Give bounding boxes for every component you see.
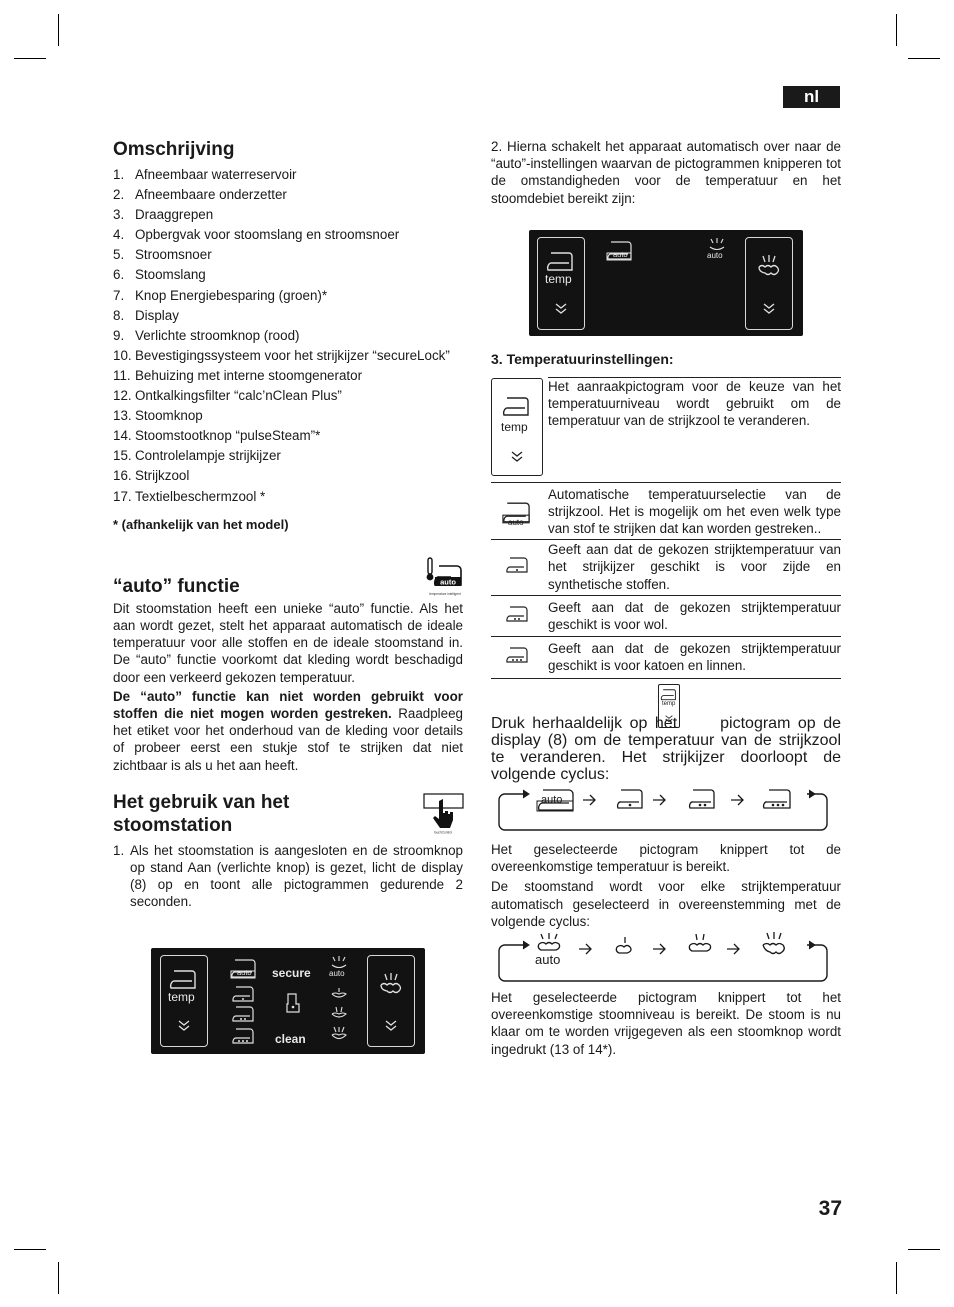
left-column (113, 138, 463, 911)
description-item-text: Textielbeschermzool * (135, 488, 266, 504)
auto-icon-subtext: temperature intelligent (429, 591, 461, 596)
temp-button-icon (491, 378, 543, 476)
auto-icon-label: auto (508, 517, 524, 527)
description-item-number: 10. (113, 347, 132, 363)
panel-clean-label: clean (275, 1032, 306, 1046)
step-number: 1. (113, 842, 125, 858)
description-item-text: Behuizing met interne stoomgenerator (135, 367, 363, 383)
description-item (113, 185, 463, 205)
steam-1-icon (329, 986, 349, 1002)
description-item-text: Stroomsnoer (135, 247, 212, 263)
description-item (113, 466, 463, 486)
panel-temp-label: temp (168, 990, 195, 1004)
touch-control-icon-subtext: touchControl (433, 830, 453, 835)
iron-icon (501, 395, 533, 419)
auto-paragraph-2-rest: Raadpleeg het etiket voor het onderhoud van de kleding voor details of probeer eerst een stukje stof te strijken dat niet zichtbaar is als u het aan heeft. (113, 706, 463, 773)
iron-1dot-icon (504, 556, 530, 574)
temp-row-icon-cell (491, 482, 548, 540)
auto-paragraph-2 (113, 688, 463, 774)
steam-icon (756, 254, 782, 280)
temperature-cycle-diagram (497, 786, 835, 836)
iron-2dot-icon (504, 605, 530, 623)
description-item (113, 265, 463, 285)
crop-mark (14, 1249, 46, 1250)
temp-row-icon-cell (491, 637, 548, 678)
inline-temp-label: temp (662, 700, 676, 707)
press-text-pre: Druk herhaaldelijk op het (491, 714, 685, 732)
description-item (113, 225, 463, 245)
description-item (113, 426, 463, 446)
blink-paragraph-1: Het geselecteerde pictogram knippert tot de overeenkomstige temperatuur is bereikt. (491, 842, 841, 875)
description-item-number: 11. (113, 367, 131, 383)
panel-auto-label: auto (613, 250, 628, 259)
description-item (113, 386, 463, 406)
temp-row-icon-cell (491, 595, 548, 636)
step-2-text: 2. Hierna schakelt het apparaat automatisch over naar de “auto”-instellingen waarvan de pictogrammen knipperen tot de omstandigheden voor de temperatuur en het stoomdebiet bereikt zijn: (491, 139, 841, 206)
blink-paragraph-2-wrap (491, 989, 841, 1058)
description-item-text: Bevestigingssysteem voor het strijkijzer “secureLock” (135, 347, 450, 363)
press-paragraph (491, 683, 841, 784)
description-item-text: Knop Energiebesparing (groen)* (135, 287, 328, 303)
display-panel-auto (529, 230, 803, 336)
description-item-number: 17. (113, 488, 132, 504)
section-title-gebruik-line2: stoomstation (113, 814, 233, 836)
panel-secure-label: secure (272, 966, 311, 980)
crop-mark (896, 14, 897, 46)
panel-auto-label: auto (237, 968, 252, 977)
iron-2dot-icon (230, 1005, 256, 1023)
steam-button-frame (367, 955, 415, 1047)
auto-paragraph-1: Dit stoomstation heeft een unieke “auto” functie. Als het aan wordt gezet, stelt het apparaat automatisch de ideale temperatuur voor alle stoffen en de ideale stoomstand in. De “auto” functie voorkomt dat kleding wordt beschadigd door een verkeerd gekozen temperatuur. (113, 600, 463, 685)
description-item-text: Strijkzool (135, 468, 190, 484)
description-item (113, 446, 463, 466)
section-title-gebruik-line1: Het gebruik van het (113, 791, 290, 813)
section-title-auto: “auto” functie (113, 575, 240, 597)
description-item (113, 306, 463, 326)
iron-icon (546, 250, 576, 274)
steam-2-icon (329, 1006, 349, 1022)
steam-icon (378, 972, 404, 998)
description-item (113, 346, 463, 366)
chevron-down-icon (178, 1020, 190, 1032)
iron-icon (169, 968, 199, 992)
crop-mark (58, 14, 59, 46)
temp-row (491, 482, 841, 540)
model-note: * (afhankelijk van het model) (113, 516, 289, 532)
temperature-section-title: 3. Temperatuurinstellingen: (491, 351, 674, 367)
description-item-text: Stoomknop (135, 408, 203, 424)
chevron-down-icon (511, 451, 523, 463)
description-item (113, 286, 463, 306)
lock-icon (285, 992, 301, 1014)
description-item-text: Stoomslang (135, 267, 206, 283)
description-item-number: 5. (113, 247, 125, 263)
right-lower-text (491, 841, 841, 930)
description-item-number: 6. (113, 267, 125, 283)
temp-row-icon-cell (491, 378, 548, 483)
description-item-number: 4. (113, 227, 125, 243)
page-number: 37 (818, 1197, 842, 1220)
auto-heading-row (113, 555, 463, 597)
temp-row (491, 378, 841, 483)
iron-1dot-icon (230, 985, 256, 1003)
crop-mark (908, 58, 940, 59)
press-text-post: pictogram op de display (8) om de temperatuur van de strijkzool te veranderen. Het strijkijzer doorloopt de volgende cyclus: (491, 714, 841, 784)
section-title-omschrijving: Omschrijving (113, 139, 235, 160)
press-text (491, 715, 841, 784)
description-item (113, 205, 463, 225)
crop-mark (896, 1262, 897, 1294)
temp-row (491, 540, 841, 596)
gebruik-heading-row (113, 791, 463, 839)
description-item (113, 406, 463, 426)
iron-3dot-icon (504, 646, 530, 664)
description-item-number: 14. (113, 428, 132, 444)
description-item-number: 9. (113, 327, 125, 343)
temperature-table (491, 377, 841, 679)
temp-row-text: Automatische temperatuurselectie van de strijkzool. Het is mogelijk om het even welk type van stof te strijken dat kan worden gestreken.. (548, 482, 841, 540)
auto-icon-text: auto (440, 577, 456, 587)
section-title-gebruik (113, 791, 289, 837)
description-item-number: 2. (113, 187, 125, 203)
description-item-number: 7. (113, 287, 125, 303)
description-item (113, 326, 463, 346)
description-item-number: 15. (113, 448, 132, 464)
panel-steam-auto-label: auto (707, 251, 723, 260)
crop-mark (908, 1249, 940, 1250)
blink-paragraph-2: Het geselecteerde pictogram knippert tot het overeenkomstige stoomniveau is bereikt. De stoom is nu klaar om te worden vrijgegeven als een stoomknop wordt ingedrukt (13 of 14*). (491, 990, 841, 1057)
description-item (113, 245, 463, 265)
chevron-down-icon (385, 1020, 397, 1032)
language-badge: nl (783, 86, 840, 108)
description-item-text: Afneembaare onderzetter (135, 187, 287, 203)
iron-3dot-icon (230, 1027, 256, 1045)
description-item-text: Stoomstootknop “pulseSteam”* (135, 428, 321, 444)
auto-paragraph-2-bold: De “auto” functie kan niet worden gebruikt voor stoffen die niet mogen worden gestreken. (113, 688, 463, 722)
chevron-down-icon (763, 303, 775, 315)
description-item-text: Verlichte stroomknop (rood) (135, 327, 300, 343)
temp-icon-label: temp (501, 419, 528, 434)
cycle1-auto-label: auto (541, 794, 563, 806)
temp-row-text: Het aanraakpictogram voor de keuze van het temperatuurniveau wordt gebruikt om de temperatuur van de strijkzool te veranderen. (548, 378, 841, 483)
temp-row-text: Geeft aan dat de gekozen strijktemperatuur geschikt is voor katoen en linnen. (548, 637, 841, 678)
description-item (113, 487, 463, 507)
temp-row-icon-cell (491, 540, 548, 596)
description-item (113, 165, 463, 185)
steam-paragraph: De stoomstand wordt voor elke strijktemperatuur automatisch geselecteerd in overeenstemming met de volgende cyclus: (491, 879, 841, 929)
temp-row (491, 637, 841, 678)
description-item-text: Draaggrepen (135, 207, 214, 223)
panel-temp-label: temp (545, 272, 572, 286)
description-item-text: Display (135, 307, 179, 323)
panel-steam-auto-label: auto (329, 969, 345, 978)
crop-mark (14, 58, 46, 59)
step-text: Als het stoomstation is aangesloten en de stroomknop op stand Aan (verlichte knop) is gezet, licht de display (8) op en toont alle pictogrammen gedurende 2 seconden. (130, 842, 463, 910)
temp-row-text: Geeft aan dat de gekozen strijktemperatuur geschikt is voor wol. (548, 595, 841, 636)
right-column (491, 138, 841, 207)
description-item-text: Controlelampje strijkijzer (135, 448, 281, 464)
description-item (113, 366, 463, 386)
auto-temperature-icon (425, 555, 465, 597)
description-item-number: 13. (113, 408, 132, 424)
temperature-section (491, 350, 841, 784)
steam-cycle-diagram (497, 931, 835, 985)
cycle2-auto-label: auto (535, 952, 561, 967)
steam-button-frame (745, 237, 793, 330)
touch-control-icon (423, 793, 465, 835)
description-item-number: 16. (113, 468, 132, 484)
gebruik-step-1 (113, 842, 463, 911)
steam-3-icon (329, 1026, 349, 1044)
display-panel-all-icons (151, 948, 425, 1054)
description-list (113, 165, 463, 507)
crop-mark (58, 1262, 59, 1294)
description-item-number: 8. (113, 307, 125, 323)
description-item-text: Ontkalkingsfilter “calc’nClean Plus” (135, 388, 342, 404)
temp-row (491, 595, 841, 636)
description-item-number: 3. (113, 207, 125, 223)
chevron-down-icon (555, 303, 567, 315)
description-item-number: 12. (113, 388, 132, 404)
description-item-number: 1. (113, 167, 125, 182)
description-item-text: Opbergvak voor stoomslang en stroomsnoer (135, 227, 400, 243)
temp-row-text: Geeft aan dat de gekozen strijktemperatuur van het strijkijzer geschikt is voor zijde en synthetische stoffen. (548, 540, 841, 596)
description-item-text: Afneembaar waterreservoir (135, 167, 297, 182)
